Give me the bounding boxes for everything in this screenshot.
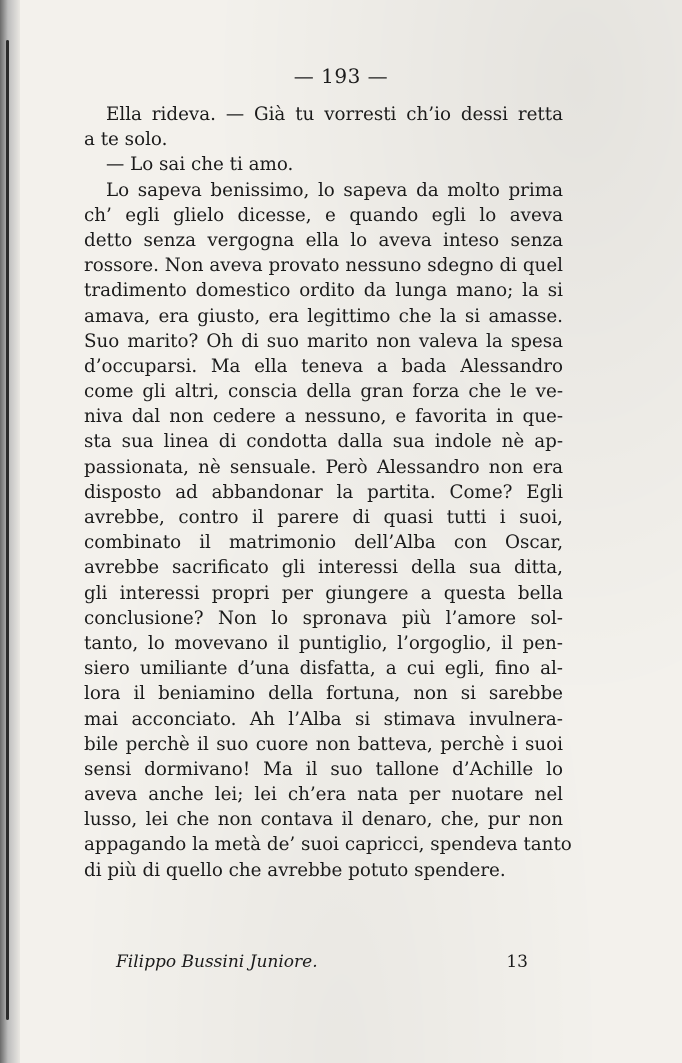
text-line: sta sua linea di condotta dalla sua indole nè ap- [84, 431, 563, 453]
text-line: avrebbe, contro il parere di quasi tutti i suoi, [84, 507, 563, 528]
text-line: a te solo. [84, 129, 168, 151]
text-line: di più di quello che avrebbe potuto spendere. [84, 859, 506, 881]
text-line: niva dal non cedere a nessuno, e favorita in que- [84, 406, 563, 428]
text-line: bile perchè il suo cuore non batteva, perchè i suoi [84, 733, 563, 755]
text-line: lora il beniamino della fortuna, non si sarebbe [84, 683, 563, 705]
footer-author: Filippo Bussini Juniore. [116, 952, 318, 972]
text-line: gli interessi propri per giungere a questa bella [84, 582, 563, 604]
text-line: tradimento domestico ordito da lunga mano; la si [84, 280, 563, 302]
text-line: ch’ egli glielo dicesse, e quando egli lo aveva [84, 204, 563, 226]
text-line: siero umiliante d’una disfatta, a cui egli, fino al- [84, 658, 563, 680]
text-line: combinato il matrimonio dell’Alba con Oscar, [84, 532, 563, 554]
text-line: passionata, nè sensuale. Però Alessandro non era [84, 456, 563, 478]
text-line: Suo marito? Oh di suo marito non valeva la spesa [84, 330, 563, 352]
text-line: amava, era giusto, era legittimo che la si amasse. [84, 305, 563, 327]
book-spine-shadow [0, 0, 20, 1063]
binding-edge [6, 40, 9, 1020]
text-line: conclusione? Non lo spronava più l’amore sol- [84, 607, 563, 629]
body-text [84, 102, 572, 883]
text-line: mai acconciato. Ah l’Alba si stimava invulnera- [84, 708, 563, 730]
text-line: tanto, lo movevano il puntiglio, l’orgoglio, il pen- [84, 632, 563, 654]
text-line: appagando la metà de’ suoi capricci, spendeva tanto [84, 834, 572, 856]
text-line: come gli altri, conscia della gran forza che le ve- [84, 381, 563, 403]
text-line: detto senza vergogna ella lo aveva inteso senza [84, 229, 563, 251]
text-line: Lo sapeva benissimo, lo sapeva da molto prima [106, 179, 563, 201]
text-line: Ella rideva. — Già tu vorresti ch’io dessi retta [106, 104, 563, 125]
text-line: lusso, lei che non contava il denaro, che, pur non [84, 809, 563, 831]
text-line: avrebbe sacrificato gli interessi della sua ditta, [84, 557, 563, 579]
text-line: sensi dormivano! Ma il suo tallone d’Achille lo [84, 758, 563, 780]
text-line: rossore. Non aveva provato nessuno sdegno di quel [84, 255, 563, 277]
text-line: disposto ad abbandonar la partita. Come? Egli [84, 481, 563, 503]
footer-signature-mark: 13 [506, 952, 528, 972]
text-line: — Lo sai che ti amo. [106, 154, 294, 176]
text-line: d’occuparsi. Ma ella teneva a bada Alessandro [84, 355, 563, 377]
text-line: aveva anche lei; lei ch’era nata per nuotare nel [84, 784, 563, 806]
page-number: — 193 — [293, 64, 389, 88]
